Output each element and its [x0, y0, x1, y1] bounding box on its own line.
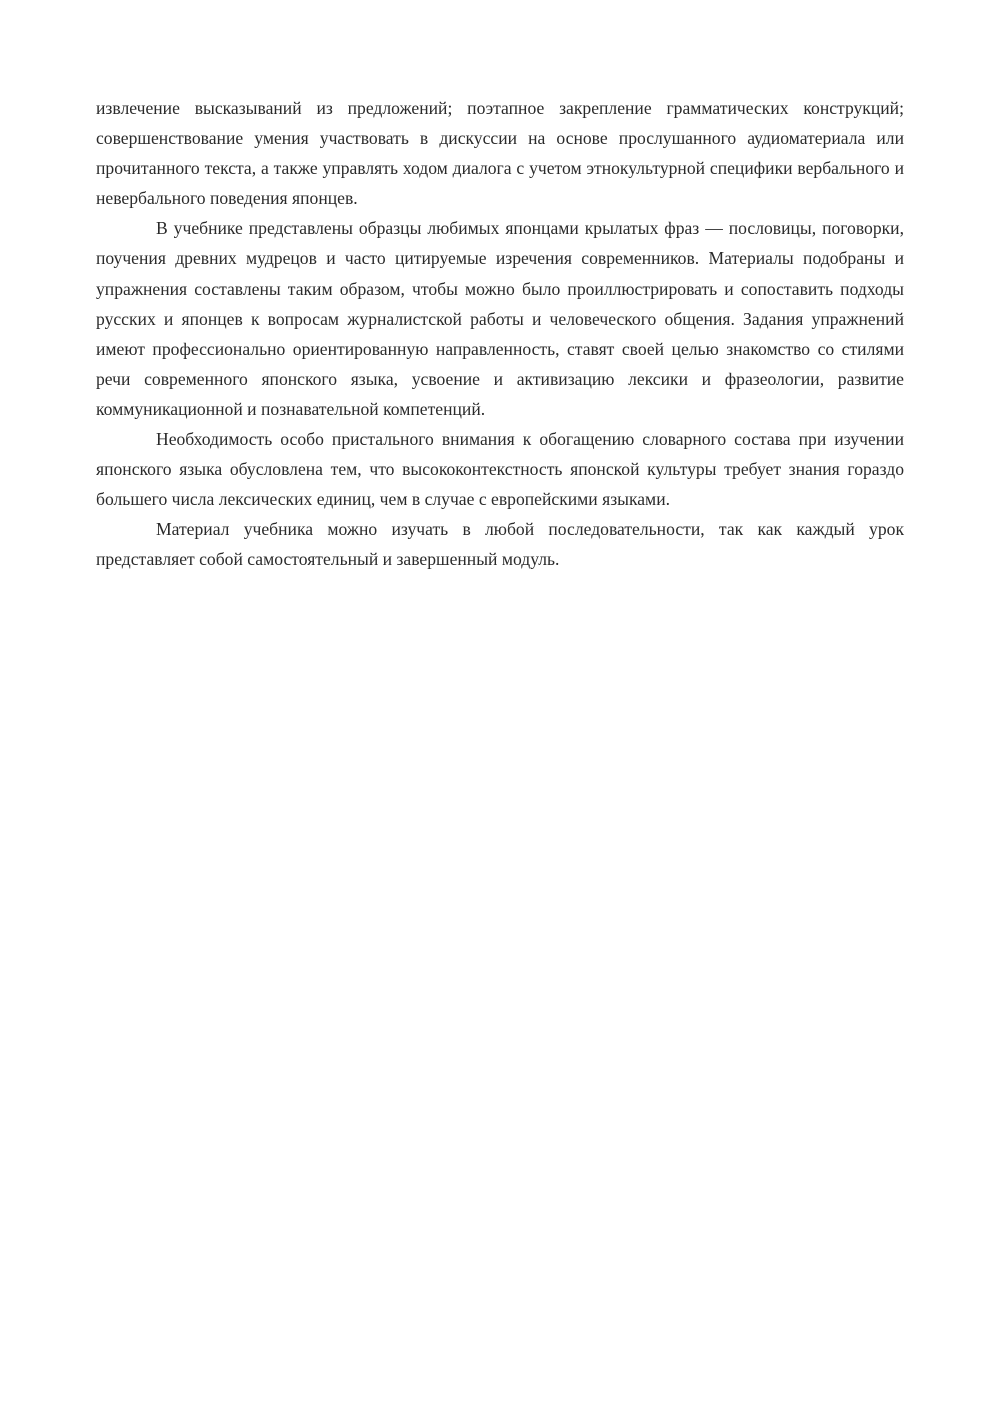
paragraph-study-order: Материал учебника можно изучать в любой последовательности, так как каждый урок представляет собой самостоятельный и завершенный модуль.	[96, 519, 904, 570]
document-page	[96, 93, 904, 575]
paragraph-textbook-contents: В учебнике представлены образцы любимых японцами крылатых фраз — пословицы, поговорки, поучения древних мудрецов и часто цитируемые изречения современников. Материалы подобраны и упражнения составлены таким образом, чтобы можно было проиллюстрировать и сопоставить подходы русских и японцев к вопросам журналистской работы и человеческого общения. Задания упражнений имеют профессионально ориентированную направленность, ставят своей целью знакомство со стилями речи современного японского языка, усвоение и активизацию лексики и фразеологии, развитие коммуникационной и познавательной компетенций.	[96, 218, 904, 419]
paragraph-vocabulary-importance: Необходимость особо пристального внимания к обогащению словарного состава при изучении японского языка обусловлена тем, что высококонтекстность японской культуры требует знания гораздо большего числа лексических единиц, чем в случае с европейскими языками.	[96, 429, 904, 510]
paragraph-continuation: извлечение высказываний из предложений; поэтапное закрепление грамматических конструкций; совершенствование умения участвовать в дискуссии на основе прослушанного аудиоматериала или прочитанного текста, а также управлять ходом диалога с учетом этнокультурной специфики вербального и невербального поведения японцев.	[96, 98, 904, 209]
